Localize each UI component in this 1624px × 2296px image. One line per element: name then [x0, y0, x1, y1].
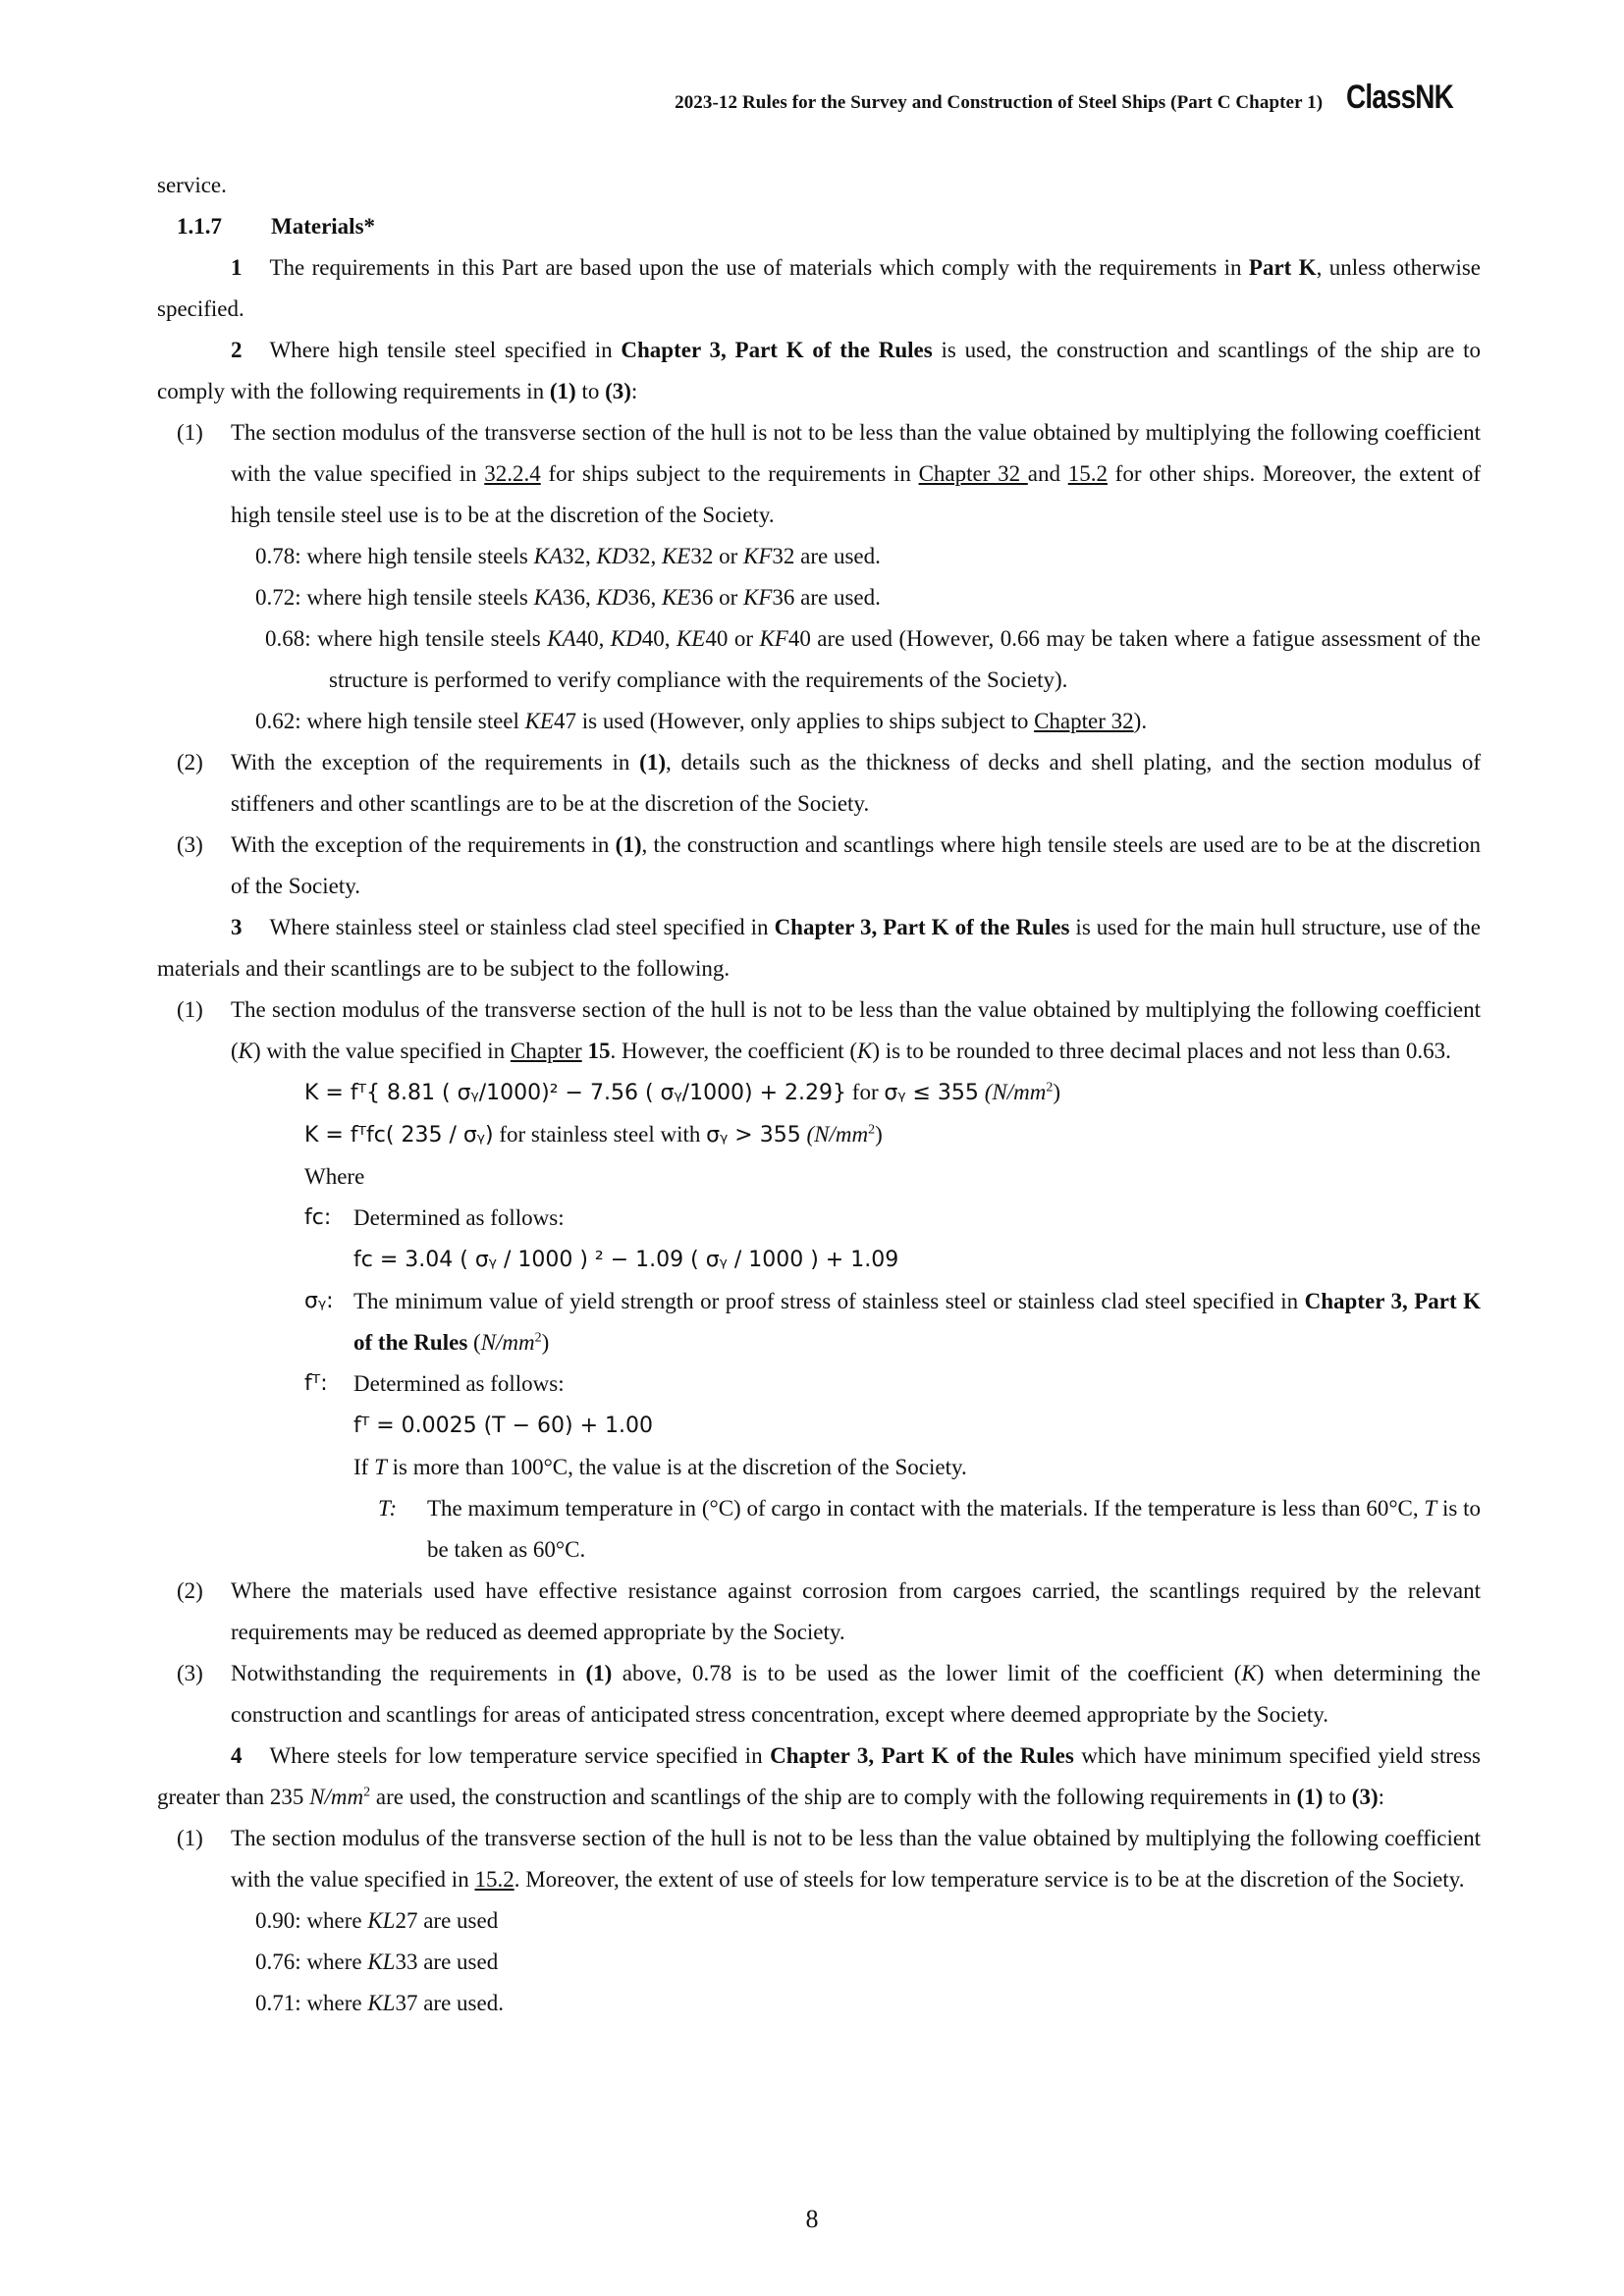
link-32-2-4[interactable]: 32.2.4 — [484, 461, 541, 486]
coefficient-line: 0.68: where high tensile steels KA40, KD40, KE40 or KF40 are used (However, 0.66 may be taken where a fatigue assessment of the structure is performed to verify compliance with the requirements of the Society). — [265, 626, 1481, 692]
paragraph-4: 4 Where steels for low temperature service specified in Chapter 3, Part K of the Rules which have minimum specified yield stress greater than 235 $N/mm^2$ are used, the construction and scantlings of the ship are to comply with the following requirements in (1) to (3): — [157, 1743, 1481, 1809]
coefficient-line: 0.76: where KL33 are used — [255, 1949, 499, 1974]
coefficient-line: 0.71: where KL37 are used. — [255, 1991, 504, 2015]
link-chapter-32[interactable]: Chapter 32 — [1034, 709, 1134, 733]
ft-note: If T is more than 100°C, the value is at the discretion of the Society. — [353, 1455, 967, 1479]
definition-sigma-y: σᵧ: The minimum value of yield strength or proof stress of stainless steel or stainless clad steel specified in Chapter 3, Part K of the Rules $(N/mm^2)$ — [304, 1289, 1481, 1355]
list-item: (1) The section modulus of the transverse section of the hull is not to be less than the value obtained by multiplying the following coefficient with the value specified in 32.2.4 for ships subject to the requirements in Chapter 32 and 15.2 for other ships. Moreover, the extent of high tensile steel use is to be at the discretion of the Society. — [177, 420, 1481, 527]
list-item: (3) With the exception of the requirements in (1), the construction and scantlings where high tensile steels are used are to be at the discretion of the Society. — [177, 832, 1481, 898]
continuation-text: service. — [157, 173, 227, 197]
link-chapter-15[interactable]: Chapter — [510, 1039, 582, 1063]
coefficient-line: 0.72: where high tensile steels KA36, KD36, KE36 or KF36 are used. — [255, 585, 881, 610]
link-chapter-32[interactable]: Chapter 32 — [918, 461, 1028, 486]
link-15-2[interactable]: 15.2 — [1067, 461, 1108, 486]
paragraph-number: 1 — [231, 255, 243, 280]
paragraph-2: 2 Where high tensile steel specified in Chapter 3, Part K of the Rules is used, the construction and scantlings of the ship are to comply with the following requirements in (1) to (3): — [157, 338, 1481, 403]
list-item: (1) The section modulus of the transverse section of the hull is not to be less than the value obtained by multiplying the following coefficient (K) with the value specified in Chapter 15. However, the coefficient (K) is to be rounded to three decimal places and not less than 0.63. — [177, 997, 1481, 1063]
document-body — [157, 165, 1481, 2024]
coefficient-line: 0.90: where KL27 are used — [255, 1908, 499, 1933]
classnk-logo: ClassNK — [1346, 79, 1454, 116]
header-title: 2023-12 Rules for the Survey and Construction of Steel Ships (Part C Chapter 1) — [675, 92, 1324, 113]
paragraph-number: 2 — [231, 338, 243, 362]
definition-fc: fᴄ: Determined as follows: — [304, 1205, 565, 1230]
section-title: Materials* — [271, 214, 376, 239]
page-number: 8 — [805, 2205, 819, 2233]
coefficient-line: 0.62: where high tensile steel KE47 is used (However, only applies to ships subject to Chapter 32). — [255, 709, 1148, 733]
list-item: (1) The section modulus of the transverse section of the hull is not to be less than the value obtained by multiplying the following coefficient with the value specified in 15.2. Moreover, the extent of use of steels for low temperature service is to be at the discretion of the Society. — [177, 1826, 1481, 1892]
paragraph-3: 3 Where stainless steel or stainless clad steel specified in Chapter 3, Part K of the Rules is used for the main hull structure, use of the materials and their scantlings are to be subject to the following. — [157, 915, 1481, 981]
equation-k-1: K = fᵀ{ 8.81 ( σᵧ/1000)² − 7.56 ( σᵧ/1000) + 2.29} for σᵧ ≤ 355 $(N/mm^2)$ — [304, 1080, 1060, 1105]
list-item: (3) Notwithstanding the requirements in (1) above, 0.78 is to be used as the lower limit of the coefficient (K) when determining the construction and scantlings for areas of anticipated stress concentration, except where deemed appropriate by the Society. — [177, 1661, 1482, 1727]
section-heading — [157, 206, 1481, 247]
paragraph-1: 1 The requirements in this Part are based upon the use of materials which comply with the requirements in Part K, unless otherwise specified. — [157, 255, 1482, 321]
paragraph-number: 4 — [231, 1743, 243, 1768]
paragraph-number: 3 — [231, 915, 243, 939]
definition-ft: fᵀ: Determined as follows: — [304, 1371, 565, 1396]
link-15-2[interactable]: 15.2 — [474, 1867, 514, 1892]
equation-k-2: K = fᵀfᴄ( 235 / σᵧ) for stainless steel with σᵧ > 355 $(N/mm^2)$ — [304, 1122, 883, 1148]
section-number: 1.1.7 — [177, 214, 222, 239]
definition-t: T: The maximum temperature in (°C) of cargo in contact with the materials. If the temperature is less than 60°C, T is to be taken as 60°C. — [378, 1496, 1481, 1562]
list-item: (2) With the exception of the requirements in (1), details such as the thickness of decks and shell plating, and the section modulus of stiffeners and other scantlings are to be at the discretion of the Society. — [177, 750, 1481, 816]
page-header — [675, 80, 1477, 114]
list-item: (2) Where the materials used have effective resistance against corrosion from cargoes carried, the scantlings required by the relevant requirements may be reduced as deemed appropriate by the Society. — [177, 1578, 1481, 1644]
equation-fc: fᴄ = 3.04 ( σᵧ / 1000 ) ² − 1.09 ( σᵧ / 1000 ) + 1.09 — [353, 1248, 899, 1272]
equation-ft: fᵀ = 0.0025 (T − 60) + 1.00 — [353, 1414, 654, 1438]
coefficient-line: 0.78: where high tensile steels KA32, KD32, KE32 or KF32 are used. — [255, 544, 881, 568]
where-label: Where — [304, 1164, 365, 1189]
